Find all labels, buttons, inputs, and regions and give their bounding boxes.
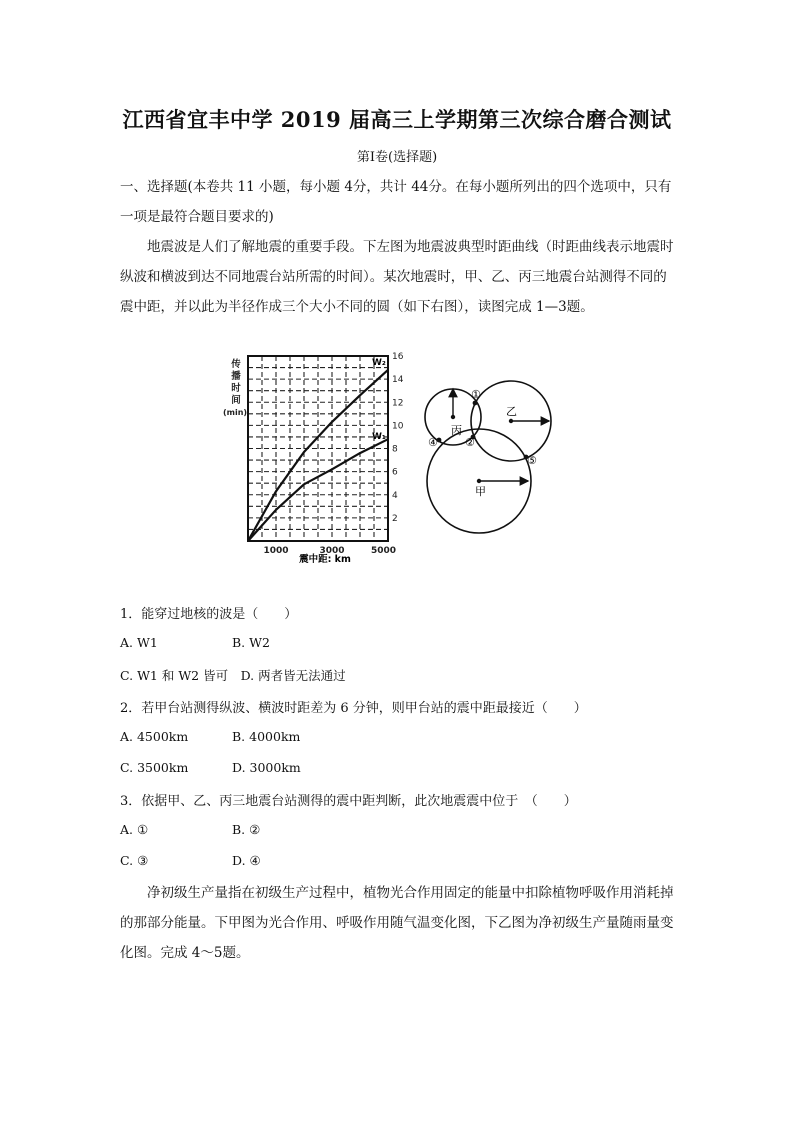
- marker-4: ④: [428, 436, 438, 449]
- y-tick-label: 14: [392, 375, 404, 386]
- chart-xlabel: 震中距: km: [299, 554, 351, 565]
- passage-earthquake: 地震波是人们了解地震的重要手段。下左图为地震波典型时距曲线（时距曲线表示地震时纵波和横波到达不同地震台站所需的时间）。某次地震时，甲、乙、丙三地震台站测得不同的震中距，并以此为半径作成三个大小不同的圆（如下右图），读图完成 1—3题。: [120, 239, 674, 315]
- y-tick-label: 2: [392, 513, 398, 524]
- marker-2: ②: [465, 436, 475, 449]
- y-tick-label: 4: [392, 490, 398, 501]
- svg-text:传: 传: [231, 359, 241, 370]
- x-tick-label: 5000: [370, 546, 396, 556]
- q2-option-c: C. 3500km: [120, 760, 189, 775]
- y-tick-label: 6: [392, 467, 398, 478]
- question-2: 2．若甲台站测得纵波、横波时距差为 6 分钟，则甲台站的震中距最接近（ ）: [120, 701, 587, 716]
- epicenter-circles-diagram: [415, 360, 565, 540]
- label-yi: 乙: [506, 405, 517, 418]
- series-label-w1: W₁: [372, 432, 386, 442]
- page-title: 江西省宜丰中学 2019 届高三上学期第三次综合磨合测试: [122, 107, 672, 132]
- y-tick-label: 16: [392, 352, 404, 362]
- passage-productivity: 净初级生产量指在初级生产过程中，植物光合作用固定的能量中扣除植物呼吸作用消耗掉的那部分能量。下甲图为光合作用、呼吸作用随气温变化图，下乙图为净初级生产量随雨量变化图。完成 4～5题。: [120, 885, 674, 961]
- y-tick-label: 10: [392, 421, 404, 432]
- svg-text:(min): (min): [222, 408, 248, 417]
- q3-option-d: D. ④: [232, 853, 261, 868]
- time-distance-chart: [222, 345, 402, 570]
- x-tick-label: 3000: [319, 546, 345, 556]
- svg-text:间: 间: [231, 395, 241, 406]
- q1-option-b: B. W2: [232, 635, 270, 650]
- y-tick-label: 12: [392, 398, 404, 409]
- q1-option-c: C. W1 和 W2 皆可: [120, 668, 229, 683]
- question-3: 3．依据甲、乙、丙三地震台站测得的震中距判断，此次地震震中位于 （ ）: [120, 794, 577, 809]
- chart-ylabel: [223, 358, 247, 417]
- q2-option-a: A. 4500km: [120, 729, 189, 744]
- q1-option-cd: [120, 666, 346, 684]
- y-tick-label: 8: [392, 444, 398, 455]
- label-jia: 甲: [475, 485, 486, 498]
- q1-option-d: D. 两者皆无法通过: [240, 668, 346, 683]
- q1-option-a: A. W1: [120, 635, 158, 650]
- svg-text:时: 时: [231, 383, 241, 394]
- question-1: 1．能穿过地核的波是（ ）: [120, 607, 298, 622]
- q3-option-b: B. ②: [232, 822, 261, 837]
- q2-option-b: B. 4000km: [232, 729, 301, 744]
- section-instructions: 一、选择题(本卷共 11 小题，每小题 4分，共计 44分。在每小题所列出的四个选项中，只有一项是最符合题目要求的): [120, 179, 672, 225]
- q3-option-a: A. ①: [120, 822, 149, 837]
- svg-text:播: 播: [231, 371, 241, 382]
- q2-option-d: D. 3000km: [232, 760, 301, 775]
- marker-5: ⑤: [527, 454, 537, 467]
- marker-1: ①: [471, 388, 481, 401]
- label-bing: 丙: [451, 424, 462, 437]
- section-subtitle: 第Ⅰ卷(选择题): [356, 150, 438, 165]
- series-label-w2: W₂: [372, 358, 386, 368]
- x-tick-label: 1000: [263, 546, 289, 556]
- q3-option-c: C. ③: [120, 853, 149, 868]
